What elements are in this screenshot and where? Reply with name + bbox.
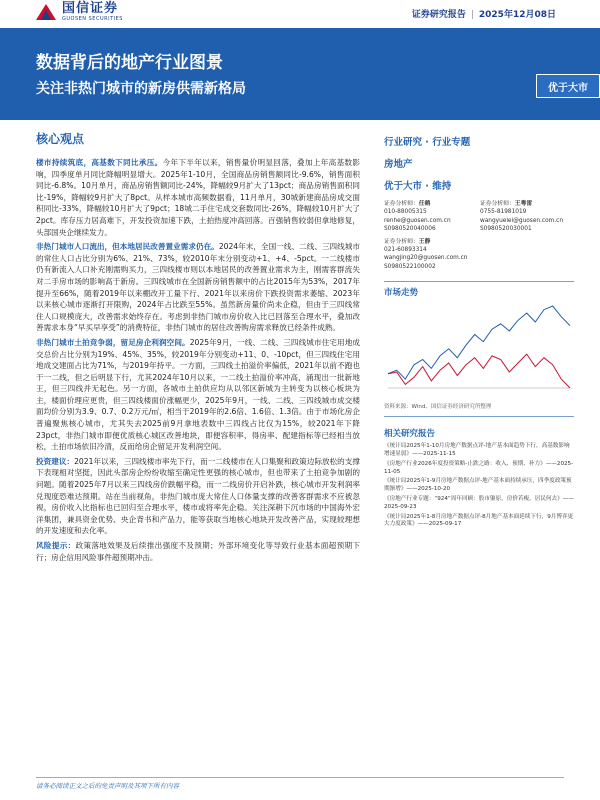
report-subtitle: 关注非热门城市的新房供需新格局 [36, 81, 246, 97]
paragraph-investment: 投资建议：2021年以来，三四线楼市率先下行，而一二线楼市在人口集聚和政策边际放松的支撑下表现相对坚挺，因此头部房企纷纷收缩至确定性更强的核心城市，但也带来了土拍竞争加剧的问题。随着2025年7月以来三四线房价跌幅平稳，而一二线房价开启补跌，核心城市开发利润率兑现度恐难达预期。站在当前视角，非热门城市庞大常住人口体量支撑的改善客群需求不应被忽视，房价收入比指标也已回归至合理水平，楼市或将率先企稳。关注深耕下沉市场的中国海外宏洋集团，兼具资金优势、央企背书和产品力，能等获取当地核心地块开发改善产品，实现较理想的开发速度和去化率。 [36, 456, 361, 536]
logo-name-cn: 国信证券 [62, 1, 119, 16]
report-date: 2025年12月08日 [478, 10, 556, 20]
info-column [384, 134, 574, 531]
analyst-list [384, 200, 574, 275]
chart-heading: 市场走势 [384, 288, 419, 299]
divider [384, 416, 574, 417]
market-trend-chart [384, 300, 574, 398]
paragraph-population: 非热门城市人口流出，但本地居民改善置业需求仍在。2024年末，全国一线、二线、三四线城市的常住人口占比分别为6%、21%、73%，较2010年末分别变动+1、+4、-5pct。一二线楼市仍有新流入人口补充刚需购买力，三四线楼市则以本地居民的改善置业需求为主，刚需客群流失对二手房市场的影响高于新房。三四线城市在全国新房销售额中的占比2015年为53%，2017年提升至66%，随着2019年以来棚改开工量下行、2021年以来房价下跌投资需求萎缩、2023年以来核心城市逐渐打开限购，2024年占比跌至55%。虽然新房量价尚未企稳，但由于三四线常住人口规模庞大，改善需求始终存在。考虑到非热门城市房价收入比已回落至合理水平，叠加改善需求本身“早买早享受”的消费特征，非热门城市的居住改善购房需求释放已经条件成熟。 [36, 242, 361, 333]
rating-line: 优于大市 · 维持 [384, 181, 452, 192]
analyst-card: 证券分析师：王静 021-60893314 wangjing20@guosen.com.cn S0980522100002 [384, 238, 468, 270]
paragraph-risk: 风险提示：政策落地效果及后续推出强度不及预期；外部环境变化等导致行业基本面超预期下行；房企信用风险事件超预期冲击。 [36, 541, 361, 562]
sector-line: 房地产 [384, 159, 413, 170]
footer-divider [36, 777, 564, 778]
logo-name-en: GUOSEN SECURITIES [62, 16, 123, 22]
industry-line: 行业研究 · 行业专题 [384, 137, 471, 148]
report-tag: 证券研究报告 | 2025年12月08日 [411, 10, 556, 20]
core-views-heading: 核心观点 [36, 132, 85, 146]
related-report-link[interactable]: 《统计局2025年1-9月房地产数据点评-地产基本面持续承压，四季度政策预期渐增》——2025-10-20 [384, 478, 572, 493]
analyst-card: 证券分析师：王粤雷 0755-81981019 wangyuelei@guosen.com.cn S0980520030001 [480, 201, 563, 233]
paragraph-land: 非热门城市土拍竞争弱，留足房企利润空间。2025年9月，一线、二线、三四线城市住宅用地成交总价占比分别为19%、45%、35%，较2019年分别变动+11、0、-10pct，但三四线住宅用地成交建面占比为71%，与2019年持平。一方面，三四线土拍溢价率偏低，2021年以前不跑也干一二线，但之后明显下行，尤其2024年10月以来，一二线土拍溢价率冲高，涌现出一批新地王，但三四线并无起色。另一方面，各城市土拍供应均从以邻区新城为主转变为以核心板块为主，楼面价理应更贵，但三四线楼面价涨幅更少，2025年9月，一线、二线、三四线城市成交楼面均价分别为3.9、0.7、0.2万元/㎡，相当于2019年的2.6倍、1.6倍、1.3倍。由于市场化房企普遍聚焦核心城市，尤其失去2025前9月拿地表数中三四线占比仅为15%，较2021年下降23pct，非热门城市即便优质核心城区改善地块，即便容积率、得房率、配建指标等已经相当放松，土拍市场依旧冷清，反而给房企留足开发利润空间。 [36, 337, 360, 452]
report-type: 证券研究报告 [411, 10, 466, 20]
analyst-card: 证券分析师：任鹤 010-88005315 renhe@guosen.com.cn S0980520040006 [384, 201, 451, 233]
divider [384, 281, 574, 282]
related-report-link[interactable]: 《房地产行业2026年度投资策略-止跌之路：收入、预期、补力》——2025-11-05 [384, 460, 574, 475]
logo-mark-icon [36, 4, 56, 20]
related-report-link[interactable]: 《房地产行业专题：“924”周年回顾：股市躯原，房价若瘦，居民何去》——2025-09-23 [384, 496, 574, 510]
footer-disclaimer: 请务必阅读正文之后的免责声明及其项下所有内容 [36, 782, 179, 790]
chart-series-line-1 [388, 354, 570, 388]
chart-series-line-0 [388, 306, 570, 379]
related-report-link[interactable]: 《统计局2025年1-10月房地产数据点评-地产基本面趋势下行，高基数影响增速显弱》——2025-11-15 [384, 443, 570, 458]
chart-source: 资料来源：Wind、国信证券经济研究所整理 [384, 404, 492, 411]
market-trend-svg [384, 300, 574, 398]
top-bar [0, 0, 600, 28]
related-heading: 相关研究报告 [384, 429, 436, 440]
related-report-link[interactable]: 《统计局2025年1-8月房地产数据点评-8月地产基本面延续下行，9月博弈更大力度政策》——2025-09-17 [384, 513, 574, 528]
title-banner [0, 28, 600, 120]
report-title: 数据背后的地产行业图景 [36, 53, 223, 73]
rating-badge: 优于大市 [536, 74, 600, 98]
paragraph-market: 楼市持续筑底，高基数下同比承压。今年下半年以来，销售量价明显回落，叠加上年高基数影响，四季度单月同比降幅明显增大。2025年1-10月，全国商品房销售额同比-9.6%，销售面积同比-6.8%。10月单月，商品房销售额同比-24%，降幅较9月扩大了13pct；商品房销售面积同比-19%，降幅较9月扩大了8pct。从样本城市高频数据看，11月单月，30城新建商品房成交面积同比-33%，降幅较10月扩大了9pct；18城二手住宅成交套数同比-26%，降幅较10月扩大了2pct。库存压力居高难下，开发投资加速下跌，土拍热度冲高回落。百强销售较弱但拿地修复，头部国央企继续发力。 [36, 158, 360, 237]
company-logo [36, 2, 123, 22]
core-views-column [36, 130, 360, 566]
